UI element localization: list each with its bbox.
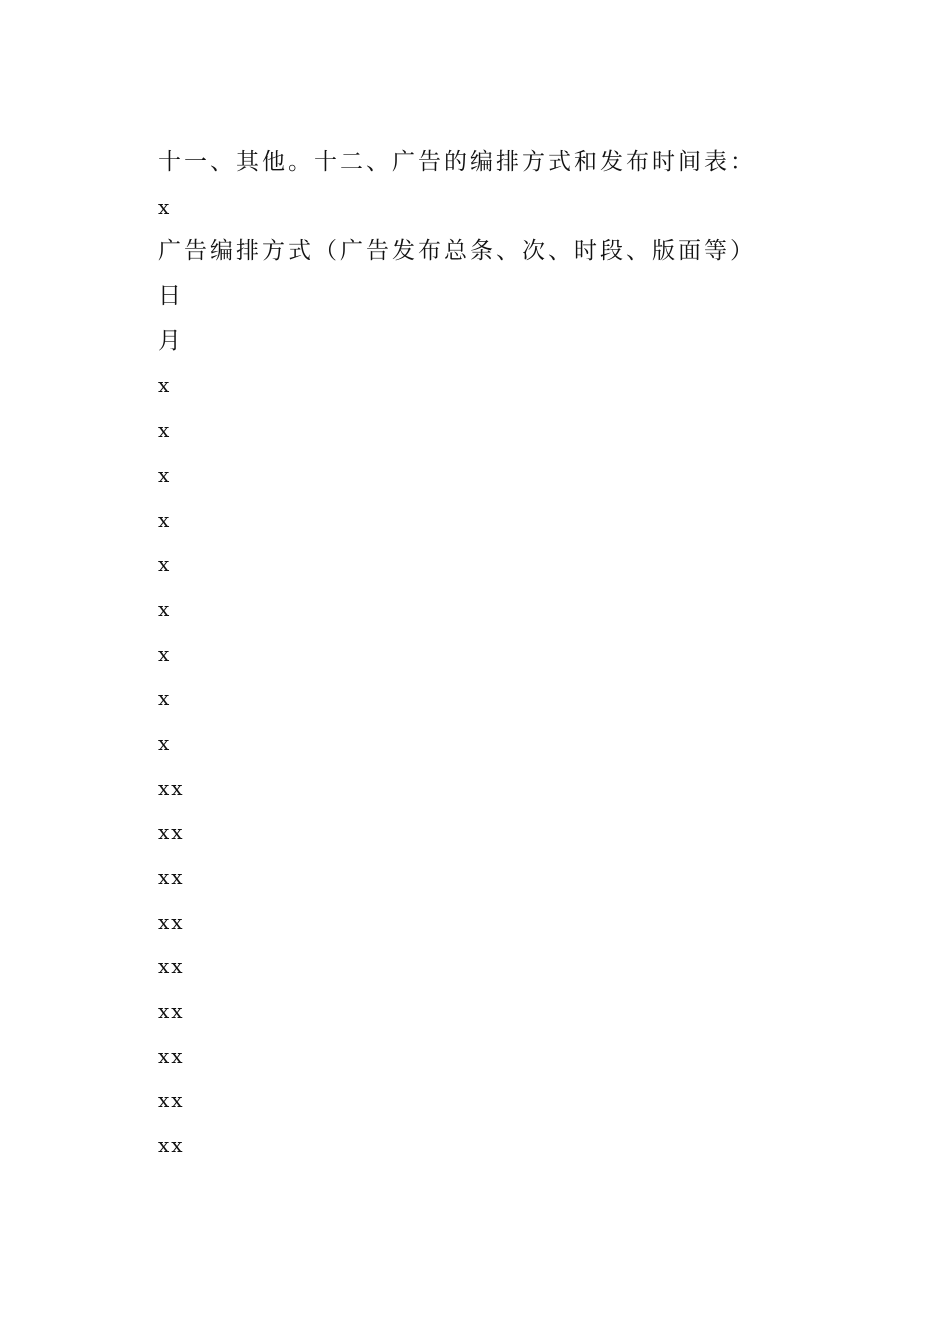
list-item: xx <box>158 1088 185 1113</box>
list-item: xx <box>158 820 185 845</box>
list-item: xx <box>158 999 185 1024</box>
list-item: x <box>158 462 172 487</box>
placeholder-x: x <box>158 194 172 219</box>
list-item: x <box>158 686 172 711</box>
list-item: x <box>158 552 172 577</box>
list-item: xx <box>158 909 185 934</box>
list-item: x <box>158 730 172 755</box>
list-item: x <box>158 641 172 666</box>
list-item: xx <box>158 865 185 889</box>
list-item: xx <box>158 1133 185 1158</box>
list-item: x <box>158 418 172 443</box>
document-body <box>158 140 798 1168</box>
list-item: x <box>158 596 172 621</box>
list-item: xx <box>158 1043 185 1068</box>
list-item: xx <box>158 954 185 979</box>
section-heading: 十一、其他。十二、广告的编排方式和发布时间表： <box>158 149 756 175</box>
list-item: xx <box>158 775 185 800</box>
day-label: 日 <box>158 283 184 310</box>
schedule-subheading: 广告编排方式（广告发布总条、次、时段、版面等） <box>158 238 756 265</box>
list-item: x <box>158 507 172 532</box>
list-item: x <box>158 373 172 398</box>
month-label: 月 <box>158 327 184 354</box>
